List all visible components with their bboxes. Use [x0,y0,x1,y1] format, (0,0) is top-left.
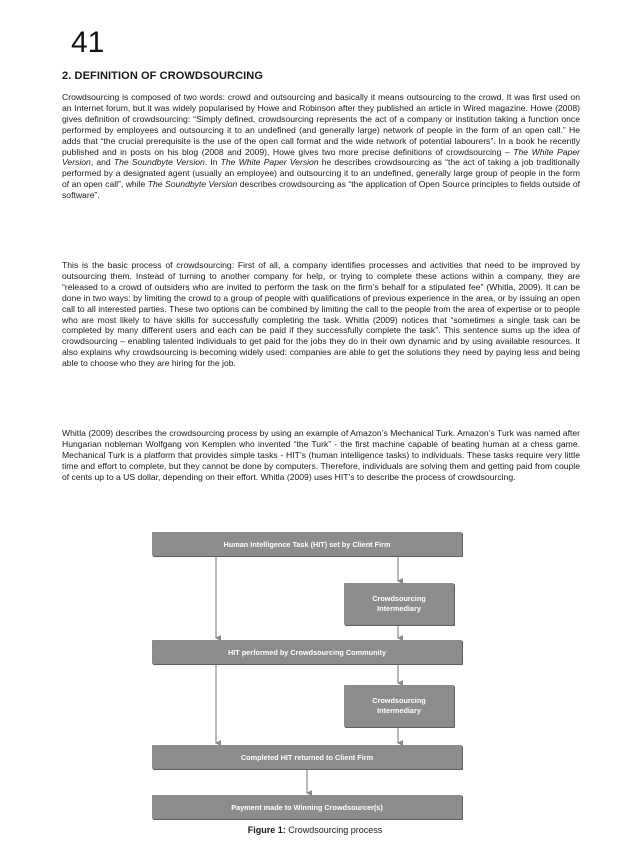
box-label-line2: Intermediary [377,604,421,613]
box-label: HIT performed by Crowdsourcing Community [227,647,387,657]
intermediary-box-1 [344,583,454,625]
paragraph-text: describes crowdsourcing as “the application of Open Source principles to fields outside of software”. [62,179,580,201]
caption-label: Figure 1: [247,825,286,835]
italic-term: The White Paper Version [62,146,580,168]
hit-performed-box [152,640,462,664]
italic-term: The Soundbyte Version [113,157,205,168]
paragraph-text: he describes crowdsourcing as “the act of taking a job traditionally performed by a designated agent (usually an employee) and outsourcing it to an undefined, generally large group of people in the form of an open call”, while [62,157,580,190]
paragraph-text: , and [90,157,114,168]
italic-term: The White Paper Version [220,157,319,168]
box-label: Payment made to Winning Crowdsourcer(s) [231,802,383,812]
section-heading: 2. DEFINITION OF CROWDSOURCING [62,70,263,82]
box-label-line1: Crowdsourcing [372,696,426,705]
completed-hit-box [152,745,462,769]
paragraph-mechanical-turk: Whitla (2009) describes the crowdsourcing process by using an example of Amazon’s Mechanical Turk. Amazon’s Turk was named after Hungarian nobleman Wolfgang von Kemplen who invented “the Turk” - the first machine capable of beating human at a chess game. Mechanical Turk is a platform that provides simple tasks - HIT’s (human intelligence tasks) to individuals. These tasks require very little time and effort to complete, but they cannot be done by computers. Therefore, individuals are solving them and getting paid from couple of cents up to a US dollar, depending on their effort. Whitla (2009) uses HIT’s to describe the process of crowdsourcing. [62,428,580,482]
paragraph-definition [62,92,580,201]
paragraph-text: . In [204,157,221,168]
intermediary-box-2 [344,685,454,727]
page-number: 41 [71,26,105,59]
payment-box [152,795,462,819]
box-label: Completed HIT returned to Client Firm [240,752,374,762]
paragraph-process: This is the basic process of crowdsourcing: First of all, a company identifies processes and activities that need to be improved by outsourcing them. Instead of turning to another company for help, or trying to complete these actions within a company, they are “released to a crowd of outsiders who are invited to perform the task on the firm’s behalf for a stipulated fee” (Whitla, 2009). It can be done in two ways: by limiting the crowd to a group of people with qualifications of previous experience in the area, or by issuing an open call to all interested parties. These two options can be combined by limiting the call to the people from the area of expertise or to people who are most likely to have skills for successfully completing the task. Whitla (2009) notices that “sometimes a single task can be completed by many different users and each can be paid if they successfully complete the task”. This sentence sums up the idea of crowdsourcing – enabling talented individuals to get paid for the jobs they do in their own dynamic and by using available resources. It also explains why crowdsourcing is becoming widely used: companies are able to get the solutions they need by paying less and being able to choose who they are hiring for the job. [62,260,580,369]
box-label-line1: Crowdsourcing [372,594,426,603]
figure-caption [0,825,630,835]
box-label-line2: Intermediary [377,706,421,715]
hit-set-box [152,532,462,556]
box-label: Human Intelligence Task (HIT) set by Client Firm [223,539,391,549]
caption-text: Crowdsourcing process [285,825,383,835]
paragraph-text: Crowdsourcing is composed of two words: crowd and outsourcing and basically it means outsourcing to the crowd. It was first used on an Internet forum, but it was widely popularised by Howe and Robinson after they published an article in Wired magazine. Howe (2008) gives definition of crowdsourcing: “Simply defined, crowdsourcing represents the act of a company or institution taking a function once performed by employees and outsourcing it to an undefined (and generally large) network of people in the form of an open call.” He adds that “the crucial prerequisite is the use of the open call format and the wide network of potential labourers”. In a book he recently published and in posts on his blog (2008 and 2009), Howe gives two more precise definitions of crowdsourcing – [62,92,580,157]
italic-term: The Soundbyte Version [147,179,238,190]
